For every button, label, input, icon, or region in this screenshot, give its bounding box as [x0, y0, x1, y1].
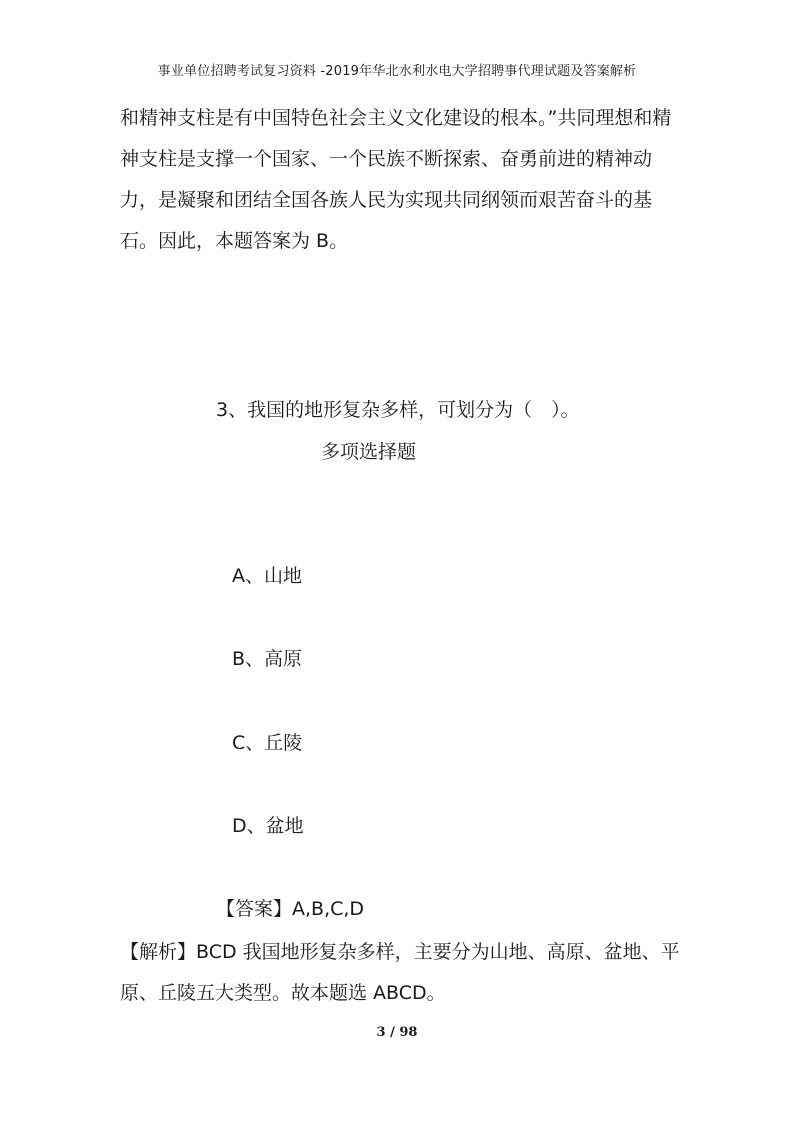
- option-a: A、山地: [232, 565, 302, 587]
- answer-line: 【答案】A,B,C,D: [216, 898, 365, 920]
- option-b: B、高原: [232, 648, 303, 670]
- option-c: C、丘陵: [232, 732, 303, 754]
- intro-paragraph: 和精神支柱是有中国特色社会主义文化建设的根本。”共同理想和精神支柱是支撑一个国家、一个民族不断探索、奋勇前进的精神动力，是凝聚和团结全国各族人民为实现共同纲领而艰苦奋斗的基石。因此，本题答案为 B。: [120, 107, 672, 252]
- question-text: 3、我国的地形复杂多样，可划分为（ ）。: [216, 399, 580, 421]
- analysis-paragraph: 【解析】BCD 我国地形复杂多样，主要分为山地、高原、盆地、平原、丘陵五大类型。故本题选 ABCD。: [120, 941, 680, 1004]
- page-number: 3 / 98: [376, 1025, 418, 1040]
- document-header: 事业单位招聘考试复习资料 -2019年华北水利水电大学招聘事代理试题及答案解析: [157, 64, 637, 79]
- option-d: D、盆地: [232, 815, 304, 837]
- question-type: 多项选择题: [321, 441, 417, 463]
